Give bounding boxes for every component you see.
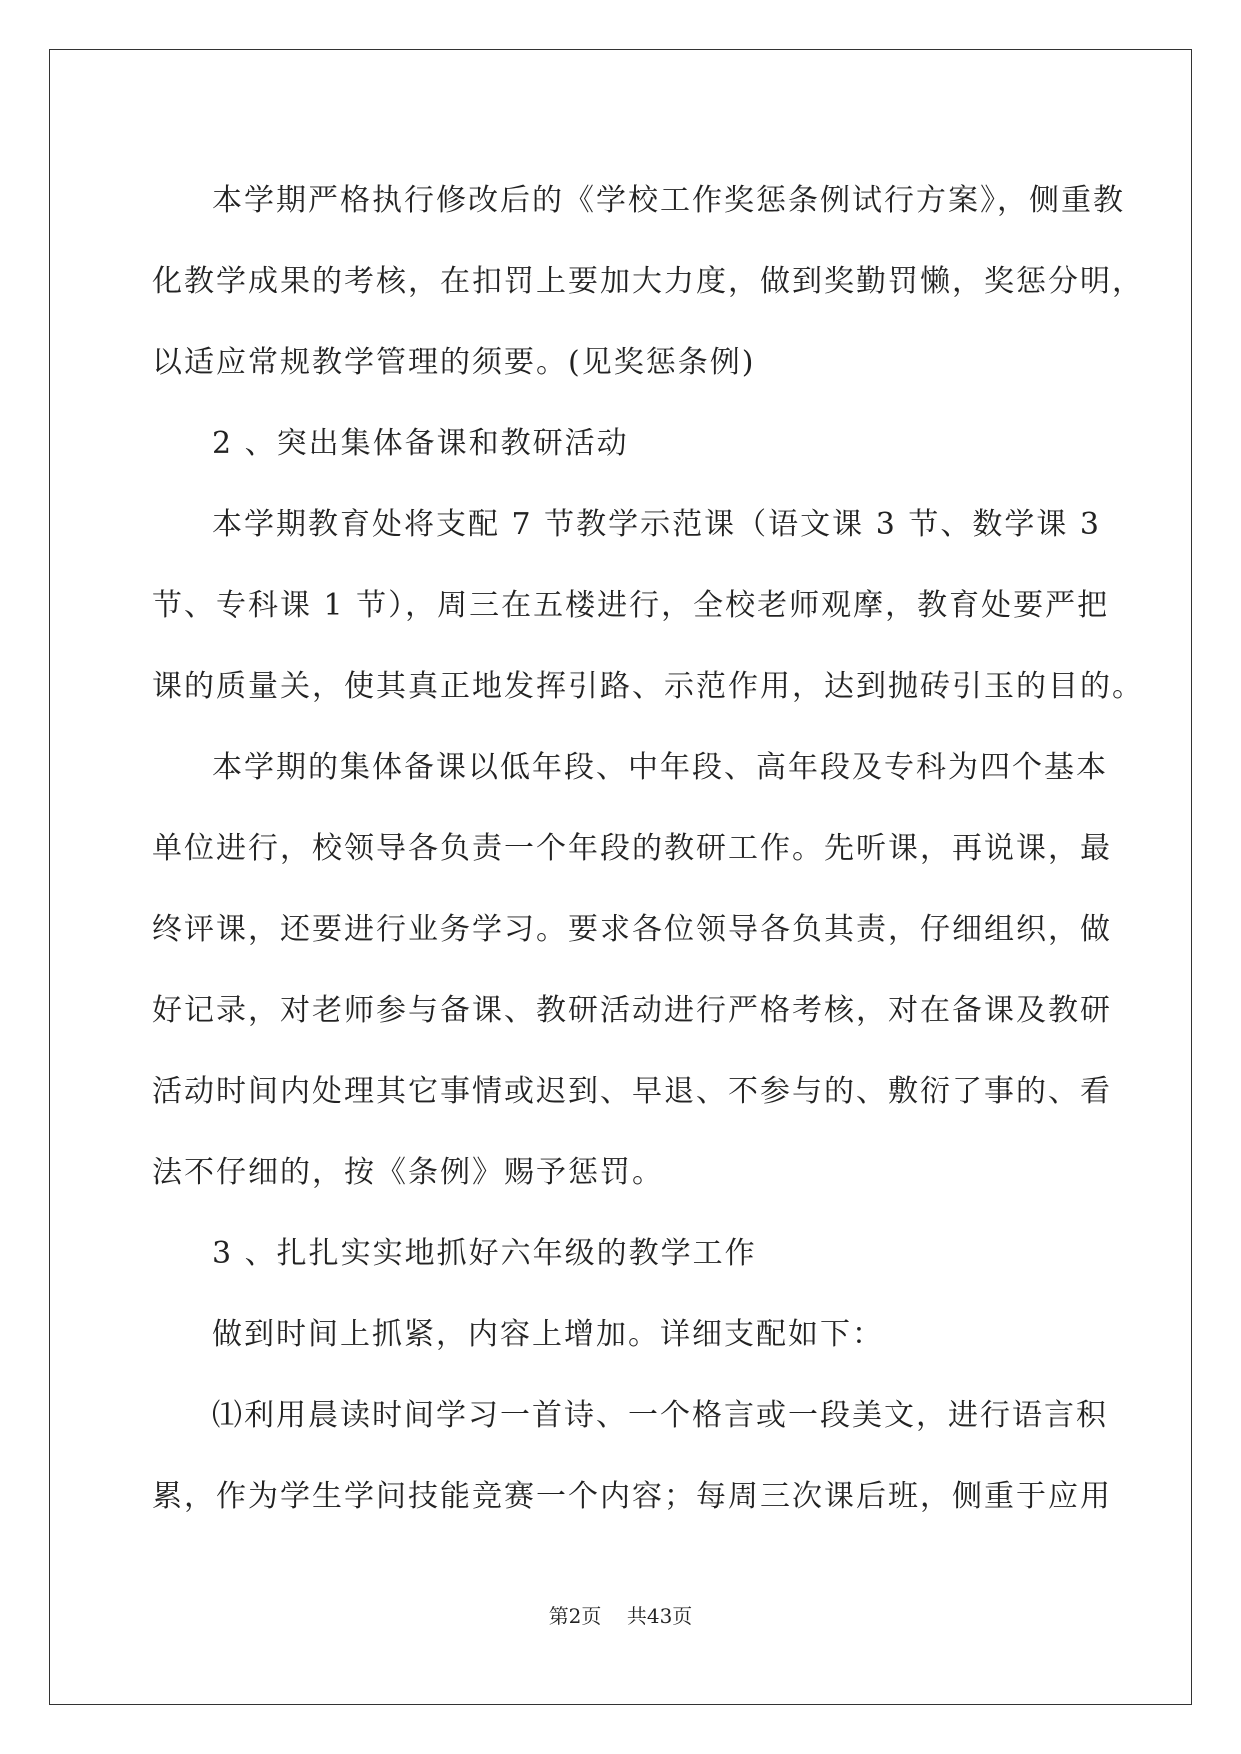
page-footer	[0, 1600, 1241, 1629]
paragraph-line: 化教学成果的考核，在扣罚上要加大力度，做到奖勤罚懒，奖惩分明，	[152, 264, 1144, 299]
paragraph-line: 好记录，对老师参与备课、教研活动进行严格考核，对在备课及教研	[152, 993, 1112, 1028]
page-total: 共43页	[626, 1604, 693, 1628]
section-heading: 2 、突出集体备课和教研活动	[212, 426, 629, 461]
paragraph-line: 本学期教育处将支配 7 节教学示范课（语文课 3 节、数学课 3	[212, 507, 1101, 542]
paragraph-line: 活动时间内处理其它事情或迟到、早退、不参与的、敷衍了事的、看	[152, 1074, 1112, 1109]
paragraph-line: 本学期严格执行修改后的《学校工作奖惩条例试行方案》，侧重教	[212, 183, 1125, 218]
paragraph-line: 本学期的集体备课以低年段、中年段、高年段及专科为四个基本	[212, 750, 1108, 785]
paragraph-line: 课的质量关，使其真正地发挥引路、示范作用，达到抛砖引玉的目的。	[152, 669, 1144, 704]
paragraph-line: 节、专科课 1 节），周三在五楼进行，全校老师观摩，教育处要严把	[152, 588, 1110, 623]
section-heading: 3 、扎扎实实地抓好六年级的教学工作	[212, 1236, 757, 1271]
paragraph-line: 单位进行，校领导各负责一个年段的教研工作。先听课，再说课，最	[152, 831, 1112, 866]
paragraph-line: 做到时间上抓紧，内容上增加。详细支配如下：	[212, 1317, 884, 1352]
paragraph-line: 法不仔细的，按《条例》赐予惩罚。	[152, 1155, 664, 1190]
paragraph-line: 累，作为学生学问技能竞赛一个内容；每周三次课后班，侧重于应用	[152, 1479, 1112, 1514]
page-number: 第2页	[548, 1604, 602, 1628]
document-body	[152, 160, 1144, 1537]
paragraph-line: ⑴利用晨读时间学习一首诗、一个格言或一段美文，进行语言积	[212, 1398, 1108, 1433]
paragraph-line: 终评课，还要进行业务学习。要求各位领导各负其责，仔细组织，做	[152, 912, 1112, 947]
paragraph-line: 以适应常规教学管理的须要。(见奖惩条例)	[152, 345, 756, 380]
